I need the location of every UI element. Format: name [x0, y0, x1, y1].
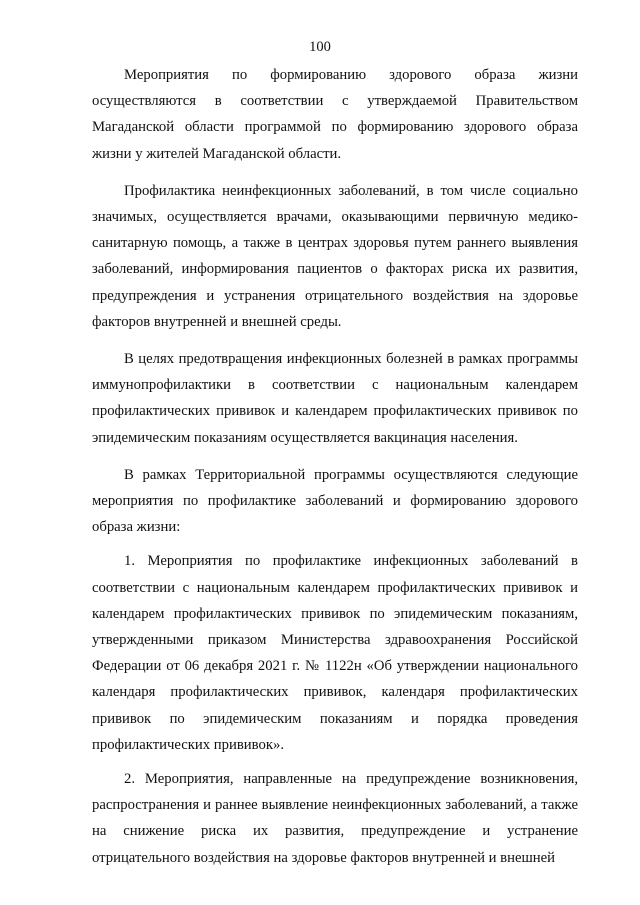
page-number: 100: [309, 39, 331, 55]
paragraph-measure-2: 2. Мероприятия, направленные на предупреждение возникновения, распространения и раннее выявление неинфекционных заболеваний, а также на снижение риска их развития, предупреждение и устранение отрицательного воздействия на здоровье факторов внутренней и внешней: [92, 771, 578, 866]
paragraph-immunization: В целях предотвращения инфекционных болезней в рамках программы иммунопрофилактики в соответствии с национальным календарем профилактических прививок и календарем профилактических прививок по эпидемическим показаниям осуществляется вакцинация населения.: [92, 351, 578, 446]
paragraph-healthy-lifestyle: Мероприятия по формированию здорового образа жизни осуществляются в соответствии с утверждаемой Правительством Магаданской области программой по формированию здорового образа жизни у жителей Магаданской области.: [92, 67, 578, 162]
document-body: [92, 62, 578, 882]
paragraph-measure-1: 1. Мероприятия по профилактике инфекционных заболеваний в соответствии с национальным календарем профилактических прививок и календарем профилактических прививок по эпидемическим показаниям, утвержденными приказом Министерства здравоохранения Российской Федерации от 06 декабря 2021 г. № 1122н «Об утверждении национального календаря профилактических прививок, календаря профилактических прививок по эпидемическим показаниям и порядка проведения профилактических прививок».: [92, 553, 578, 753]
paragraph-program-measures-intro: В рамках Территориальной программы осуществляются следующие мероприятия по профилактике заболеваний и формированию здорового образа жизни:: [92, 466, 578, 536]
paragraph-noninfectious-prevention: Профилактика неинфекционных заболеваний, в том числе социально значимых, осуществляется врачами, оказывающими первичную медико-санитарную помощь, а также в центрах здоровья путем раннего выявления заболеваний, информирования пациентов о факторах риска их развития, предупреждения и устранения отрицательного воздействия на здоровье факторов внутренней и внешней среды.: [92, 182, 578, 330]
